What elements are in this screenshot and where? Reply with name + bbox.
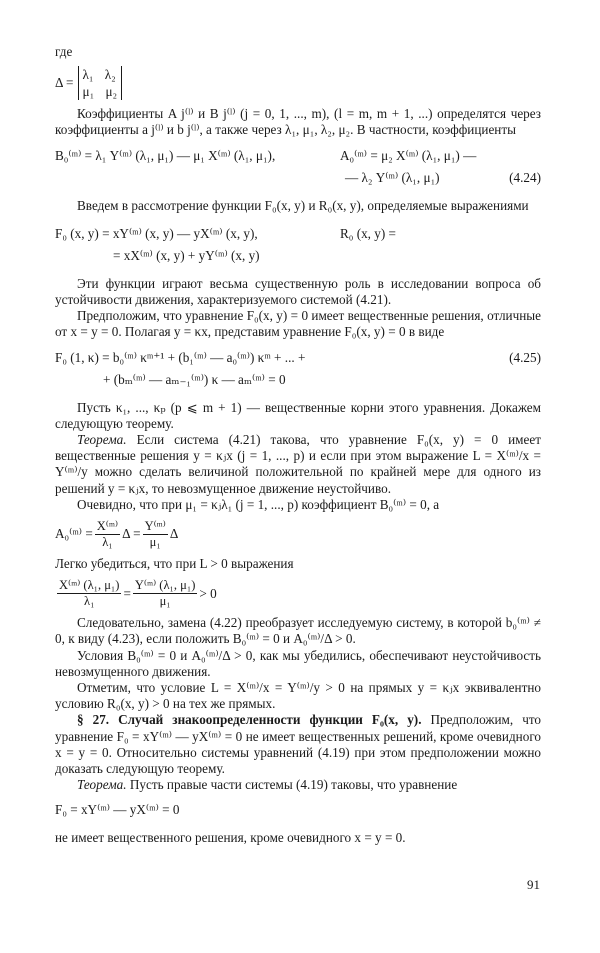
para-consequently: Следовательно, замена (4.22) преобразует исследуемую систему, в которой b₀⁽ᵐ⁾ ≠ 0, к виду (4.23), если положить B₀⁽ᵐ⁾ = 0 и A₀⁽ᵐ⁾/Δ > 0. — [55, 615, 541, 647]
eq-l-frac-1-num: X⁽ᵐ⁾ (λ₁, μ₁) — [59, 578, 120, 593]
section-27 — [55, 712, 541, 777]
eq-l-eq: = — [123, 585, 131, 601]
eq-l-frac-1 — [57, 578, 121, 609]
eq-4-24-cont: — λ₂ Y⁽ᵐ⁾ (λ₁, μ₁) — [345, 169, 440, 185]
eq-a0-frac-2-num: Y⁽ᵐ⁾ — [144, 519, 166, 534]
para-note: Отметим, что условие L = X⁽ᵐ⁾/x = Y⁽ᵐ⁾/y > 0 на прямых y = κⱼx эквивалентно условию R₀(x, y) > 0 на тех же прямых. — [55, 680, 541, 712]
delta-lhs: Δ = — [55, 75, 74, 91]
eq-a0 — [55, 519, 541, 550]
eq-l-frac-2-num: Y⁽ᵐ⁾ (λ₁, μ₁) — [134, 578, 196, 593]
eq-f0-line-1 — [55, 226, 541, 245]
eq-a0-mid: Δ = — [122, 526, 141, 542]
eq-4-25-head: F₀ (1, κ) = b₀⁽ᵐ⁾ κᵐ⁺¹ + (b₁⁽ᵐ⁾ — a₀⁽ᵐ⁾) κᵐ + ... + — [55, 349, 306, 365]
delta-determinant — [78, 66, 123, 100]
para-coefficients: Коэффициенты A j⁽ˡ⁾ и B j⁽ˡ⁾ (j = 0, 1, ..., m), (l = m, m + 1, ...) определятся через коэффициенты a j⁽ˡ⁾ и b j⁽ˡ⁾, а также через λ₁, μ₁, λ₂, μ₂. В частности, коэффициенты — [55, 106, 541, 138]
eq-4-24-b0: B₀⁽ᵐ⁾ = λ₁ Y⁽ᵐ⁾ (λ₁, μ₁) — μ₁ X⁽ᵐ⁾ (λ₁, μ₁), — [55, 147, 276, 163]
theorem-1-text: Если система (4.21) такова, что уравнение F₀(x, y) = 0 имеет вещественные решения y = κⱼx (j = 1, ..., p) и если при этом выражение L = X⁽ᵐ⁾/x = Y⁽ᵐ⁾/y можно сделать величиной положительной по крайней мере для одного из решений y = κⱼx, то невозмущенное движение неустойчиво. — [55, 432, 541, 496]
eq-4-24-line-1 — [55, 148, 541, 167]
eq-4-24-number: (4.24) — [509, 169, 541, 185]
eq-r0-line-2 — [55, 248, 541, 267]
para-roots: Пусть κ₁, ..., κₚ (p ⩽ m + 1) — вещественные корни этого уравнения. Докажем следующую теорему. — [55, 399, 541, 431]
eq-final — [55, 802, 541, 821]
page-body — [55, 44, 541, 847]
eq-a0-frac-2-den: μ₁ — [149, 535, 161, 550]
det-row-2: μ₁ μ₂ — [82, 84, 118, 100]
eq-4-25-cont: + (bₘ⁽ᵐ⁾ — aₘ₋₁⁽ᵐ⁾) κ — aₘ⁽ᵐ⁾ = 0 — [103, 371, 286, 387]
eq-4-25-line-1 — [55, 350, 541, 369]
eq-l-frac-1-den: λ₁ — [84, 594, 95, 609]
eq-a0-tail: Δ — [169, 526, 179, 542]
eq-l-positive — [55, 578, 541, 609]
eq-final-text: F₀ = xY⁽ᵐ⁾ — yX⁽ᵐ⁾ = 0 — [55, 802, 180, 818]
theorem-1 — [55, 432, 541, 497]
eq-r0-body: = xX⁽ᵐ⁾ (x, y) + yY⁽ᵐ⁾ (x, y) — [113, 247, 260, 263]
section-27-heading: § 27. Случай знакоопределенности функции F₀(x, y). — [77, 712, 422, 728]
para-role: Эти функции играют весьма существенную роль в исследовании вопроса об устойчивости движения, характеризуемого системой (4.21). — [55, 275, 541, 308]
section-27-text: Предположим, что уравнение F₀ = xY⁽ᵐ⁾ — yX⁽ᵐ⁾ = 0 не имеет вещественных решений, кроме очевидного x = y = 0. Относительно системы уравнений (4.19) при этом предположении можно доказать следующую теорему. — [55, 712, 542, 777]
intro-word: где — [55, 44, 73, 59]
eq-a0-frac-2 — [143, 519, 168, 550]
eq-4-24-line-2 — [55, 170, 541, 189]
para-easy: Легко убедиться, что при L > 0 выражения — [55, 556, 294, 572]
theorem-1-label: Теорема. — [77, 432, 127, 448]
eq-l-frac-2-den: μ₁ — [159, 594, 171, 609]
eq-4-25-line-2 — [55, 372, 541, 391]
para-suppose: Предположим, что уравнение F₀(x, y) = 0 имеет вещественные решения, отличные от x = y = 0. Полагая y = κx, представим уравнение F₀(x, y) = 0 в виде — [55, 308, 541, 340]
eq-a0-lhs: A₀⁽ᵐ⁾ = — [55, 526, 93, 542]
theorem-2 — [55, 777, 541, 793]
eq-l-tail: > 0 — [199, 585, 217, 601]
theorem-2-text: Пусть правые части системы (4.19) таковы, что уравнение — [129, 777, 458, 793]
eq-a0-frac-1 — [95, 519, 120, 550]
page-number: 91 — [527, 877, 540, 892]
eq-4-24-a0: A₀⁽ᵐ⁾ = μ₂ X⁽ᵐ⁾ (λ₁, μ₁) — — [340, 147, 477, 163]
eq-r0-head: R₀ (x, y) = — [340, 225, 396, 241]
eq-l-frac-2 — [133, 578, 197, 609]
para-final: не имеет вещественного решения, кроме очевидного x = y = 0. — [55, 830, 406, 846]
eq-f0: F₀ (x, y) = xY⁽ᵐ⁾ (x, y) — yX⁽ᵐ⁾ (x, y), — [55, 225, 258, 241]
eq-a0-frac-1-num: X⁽ᵐ⁾ — [96, 519, 119, 534]
para-obvious: Очевидно, что при μ₁ = κⱼλ₁ (j = 1, ..., p) коэффициент B₀⁽ᵐ⁾ = 0, а — [77, 496, 440, 512]
delta-definition — [55, 66, 541, 100]
para-conditions: Условия B₀⁽ᵐ⁾ = 0 и A₀⁽ᵐ⁾/Δ > 0, как мы убедились, обеспечивают неустойчивость невозмущенного движения. — [55, 647, 541, 679]
eq-a0-frac-1-den: λ₁ — [102, 535, 113, 550]
det-row-1: λ₁ λ₂ — [82, 67, 116, 83]
eq-4-25-number: (4.25) — [509, 349, 541, 365]
para-functions: Введем в рассмотрение функции F₀(x, y) и R₀(x, y), определяемые выражениями — [77, 197, 529, 213]
theorem-2-label: Теорема. — [77, 777, 127, 793]
